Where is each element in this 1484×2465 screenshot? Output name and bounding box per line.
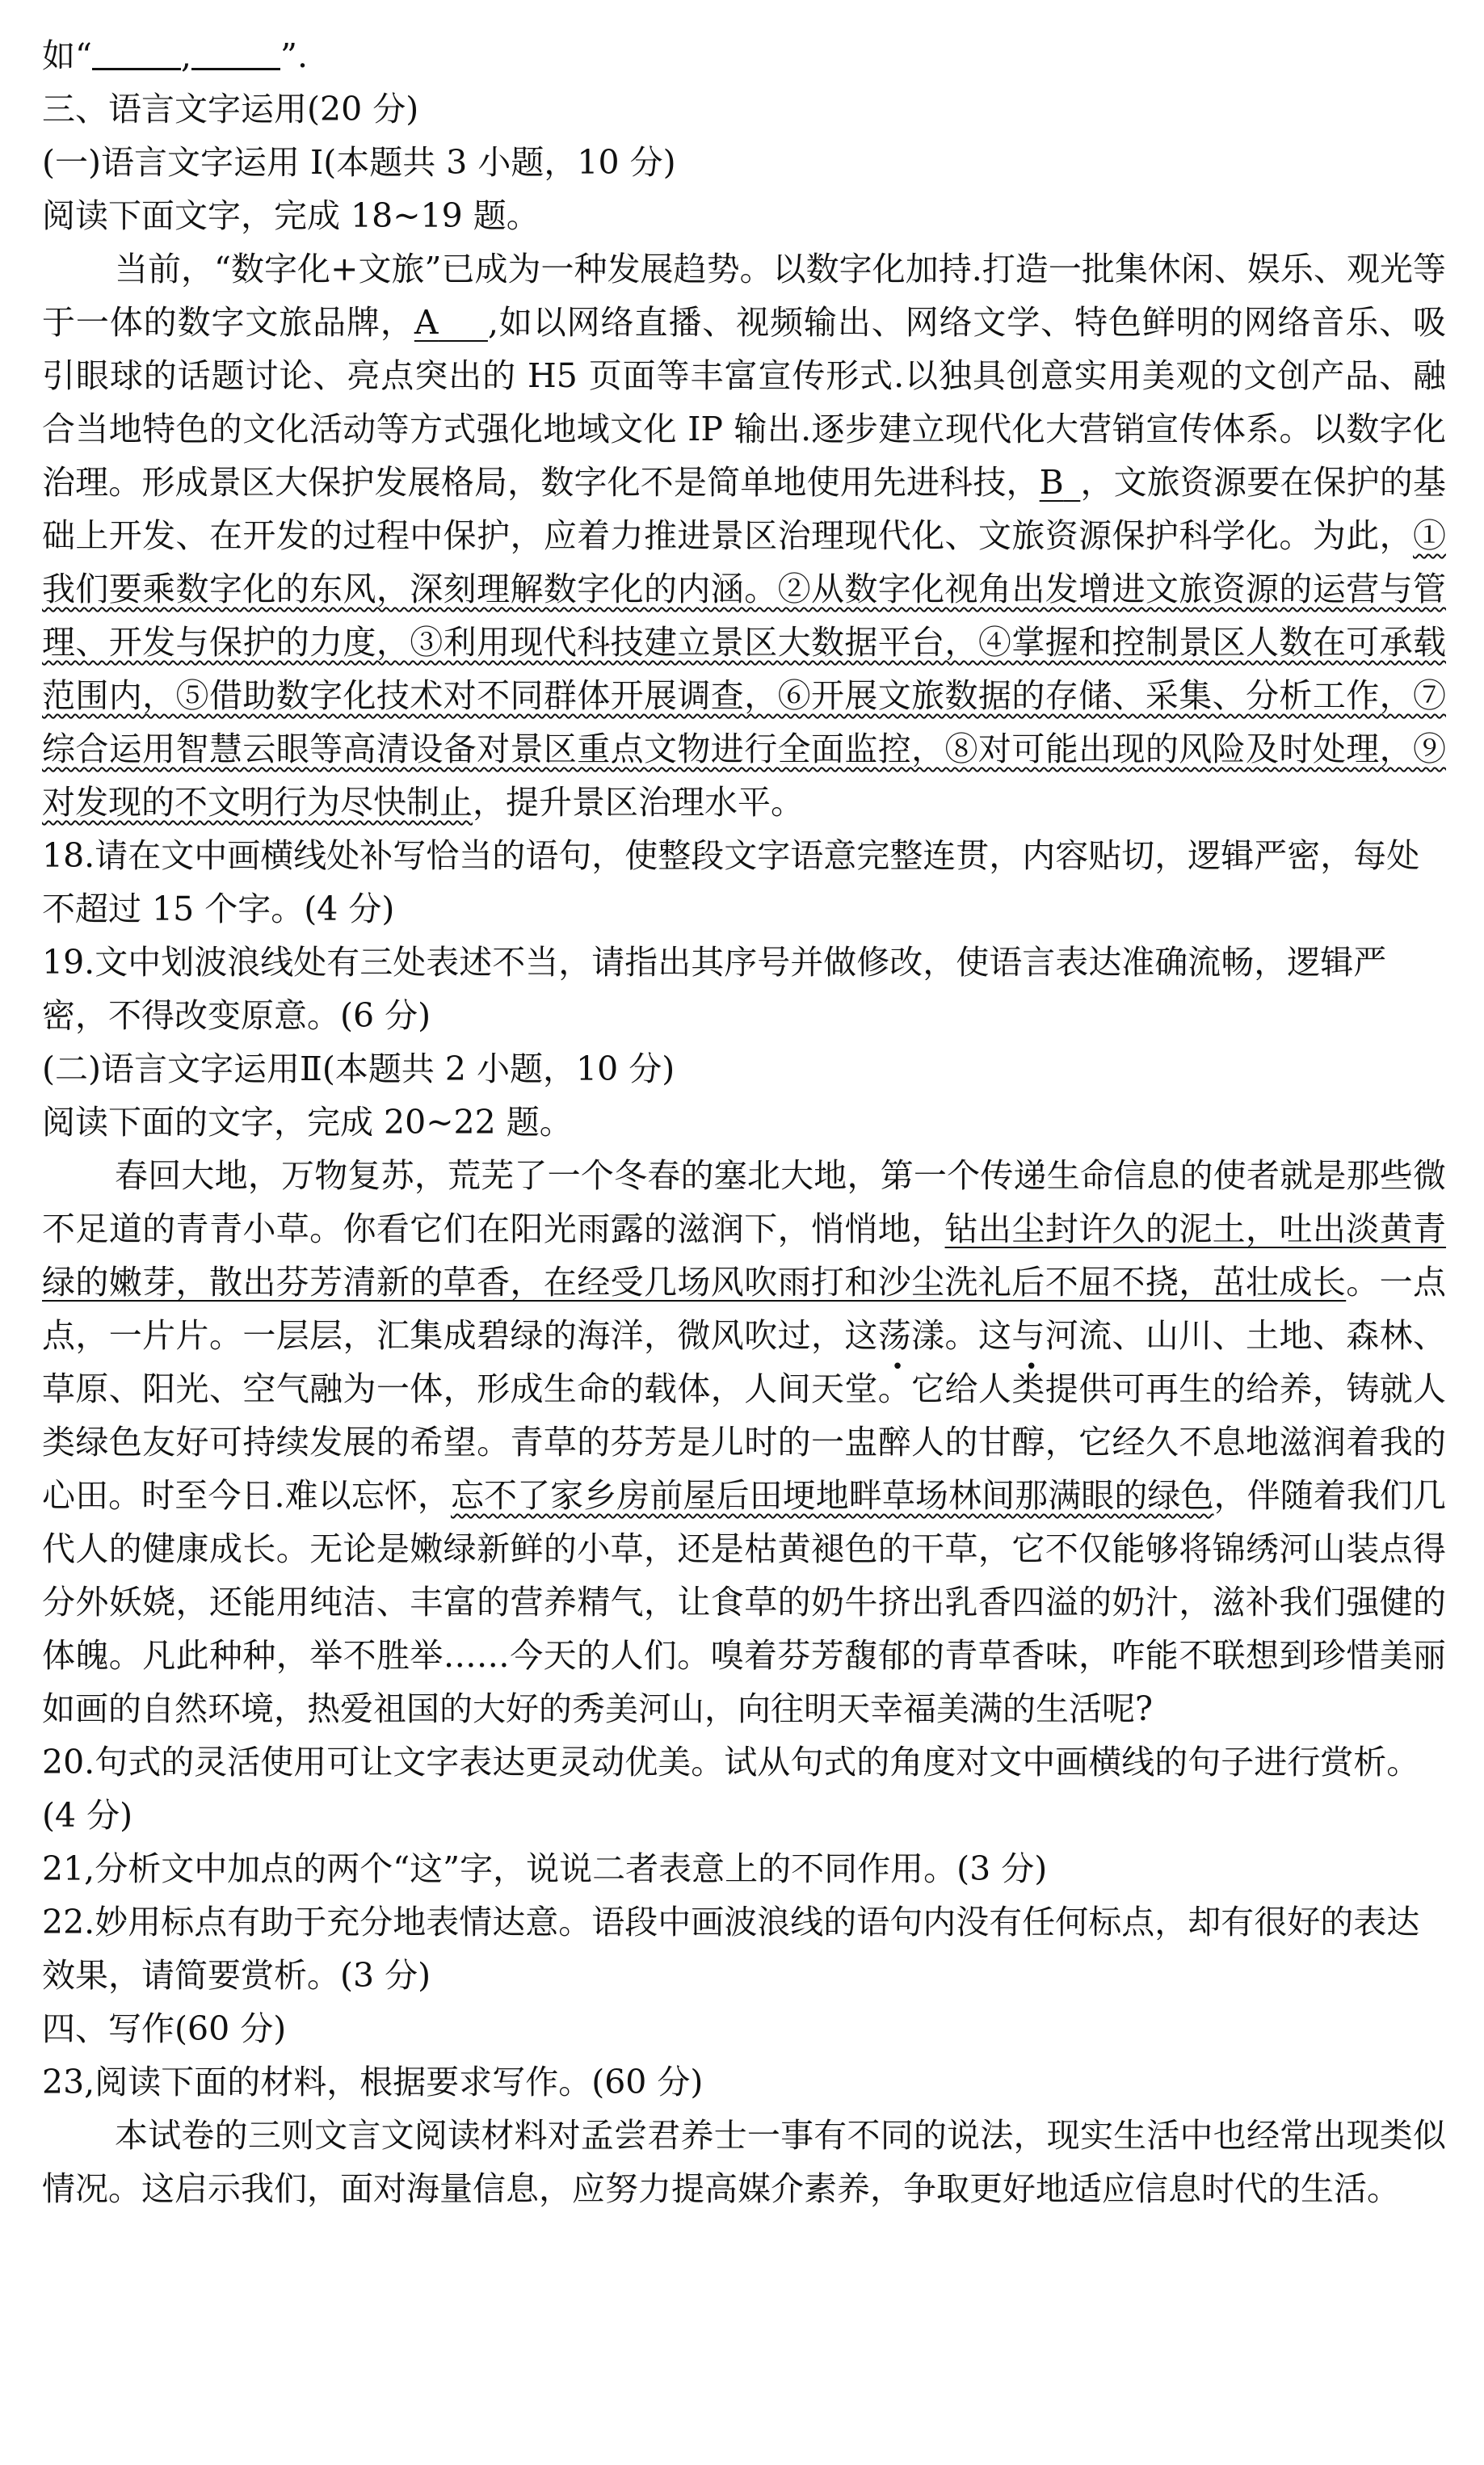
fill-blank-line: 如“ , ”. [42, 36, 309, 75]
exam-page [42, 36, 1447, 2215]
part-1-title: (一)语言文字运用 I(本题共 3 小题，10 分) [42, 143, 676, 182]
blank-2 [191, 36, 280, 70]
question-18: 18.请在文中画横线处补写恰当的语句，使整段文字语意完整连贯，内容贴切，逻辑严密，每处不超过 15 个字。(4 分) [42, 836, 1420, 928]
question-22: 22.妙用标点有助于充分地表情达意。语段中画波浪线的语句内没有任何标点，却有很好的表达效果，请简要赏析。(3 分) [42, 1903, 1420, 1995]
part-2-instruction: 阅读下面的文字，完成 20~22 题。 [42, 1103, 573, 1142]
wavy-underlined-sentence: 忘不了家乡房前屋后田埂地畔草场林间那满眼的绿色 [450, 1476, 1214, 1515]
part-2-title: (二)语言文字运用Ⅱ(本题共 2 小题，10 分) [42, 1050, 675, 1088]
passage-3: 本试卷的三则文言文阅读材料对孟尝君养士一事有不同的说法，现实生活中也经常出现类似情况。这启示我们，面对海量信息，应努力提高媒介素养，争取更好地适应信息时代的生活。 [42, 2116, 1446, 2208]
blank-1 [92, 36, 181, 70]
question-21: 21,分析文中加点的两个“这”字，说说二者表意上的不同作用。(3 分) [42, 1849, 1048, 1888]
passage-2: 春回大地，万物复苏，荒芜了一个冬春的塞北大地，第一个传递生命信息的使者就是那些微不足道的青青小草。你看它们在阳光雨露的滋润下，悄悄地，钻出尘封许久的泥土，吐出淡黄青绿的嫩芽，散出芬芳清新的草香，在经受几场风吹雨打和沙尘洗礼后不屈不挠，茁壮成长。一点点，一片片。一层层，汇集成碧绿的海洋，微风吹过，这荡漾。这与河流、山川、土地、森林、草原、阳光、空气融为一体，形成生命的载体，人间天堂。它给人类提供可再生的给养，铸就人类绿色友好可持续发展的希望。青草的芬芳是儿时的一盅醉人的甘醇，它经久不息地滋润着我的心田。时至今日.难以忘怀，忘不了家乡房前屋后田埂地畔草场林间那满眼的绿色，伴随着我们几代人的健康成长。无论是嫩绿新鲜的小草，还是枯黄褪色的干草，它不仅能够将锦绣河山装点得分外妖娆，还能用纯洁、丰富的营养精气，让食草的奶牛挤出乳香四溢的奶汁，滋补我们强健的体魄。凡此种种，举不胜举……今天的人们。嗅着芬芳馥郁的青草香味，咋能不联想到珍惜美丽如画的自然环境，热爱祖国的大好的秀美河山，向往明天幸福美满的生活呢? [42, 1156, 1447, 1728]
section-4-title: 四、写作(60 分) [42, 2009, 287, 2048]
question-19: 19.文中划波浪线处有三处表述不当，请指出其序号并做修改，使语言表达准确流畅，逻辑严密，不得改变原意。(6 分) [42, 943, 1387, 1035]
blank-a: A [414, 303, 439, 342]
section-3-title: 三、语言文字运用(20 分) [42, 90, 419, 128]
underlined-sentence: 钻出尘封许久的泥土，吐出淡黄青绿的嫩芽，散出芬芳清新的草香，在经受几场风吹雨打和沙尘洗礼后不屈不挠，茁壮成长 [42, 1209, 1447, 1302]
question-20: 20.句式的灵活使用可让文字表达更灵动优美。试从句式的角度对文中画横线的句子进行赏析。(4 分) [42, 1743, 1420, 1835]
dotted-char-1: 这 [844, 1316, 878, 1355]
part-1-instruction: 阅读下面文字，完成 18~19 题。 [42, 196, 540, 235]
dotted-char-2: 这 [977, 1316, 1012, 1355]
blank-b: B [1039, 463, 1064, 502]
passage-1: 当前，“数字化+文旅”已成为一种发展趋势。以数字化加持.打造一批集休闲、娱乐、观光等于一体的数字文旅品牌，A ,如以网络直播、视频输出、网络文学、特色鲜明的网络音乐、吸引眼球的话题讨论、亮点突出的 H5 页面等丰富宣传形式.以独具创意实用美观的文创产品、融合当地特色的文化活动等方式强化地域文化 IP 输出.逐步建立现代化大营销宣传体系。以数字化治理。形成景区大保护发展格局，数字化不是简单地使用先进科技，B ，文旅资源要在保护的基础上开发、在开发的过程中保护，应着力推进景区治理现代化、文旅资源保护科学化。为此，①我们要乘数字化的东风，深刻理解数字化的内涵。②从数字化视角出发增进文旅资源的运营与管理、开发与保护的力度，③利用现代科技建立景区大数据平台，④掌握和控制景区人数在可承载范围内，⑤借助数字化技术对不同群体开展调查，⑥开展文旅数据的存储、采集、分析工作，⑦综合运用智慧云眼等高清设备对景区重点文物进行全面监控，⑧对可能出现的风险及时处理，⑨对发现的不文明行为尽快制止，提升景区治理水平。 [42, 250, 1447, 822]
question-23: 23,阅读下面的材料，根据要求写作。(60 分) [42, 2063, 704, 2101]
wavy-underlined-text: ①我们要乘数字化的东风，深刻理解数字化的内涵。②从数字化视角出发增进文旅资源的运营与管理、开发与保护的力度，③利用现代科技建立景区大数据平台，④掌握和控制景区人数在可承载范围内，⑤借助数字化技术对不同群体开展调查，⑥开展文旅数据的存储、采集、分析工作，⑦综合运用智慧云眼等高清设备对景区重点文物进行全面监控，⑧对可能出现的风险及时处理，⑨对发现的不文明行为尽快制止 [42, 516, 1446, 822]
